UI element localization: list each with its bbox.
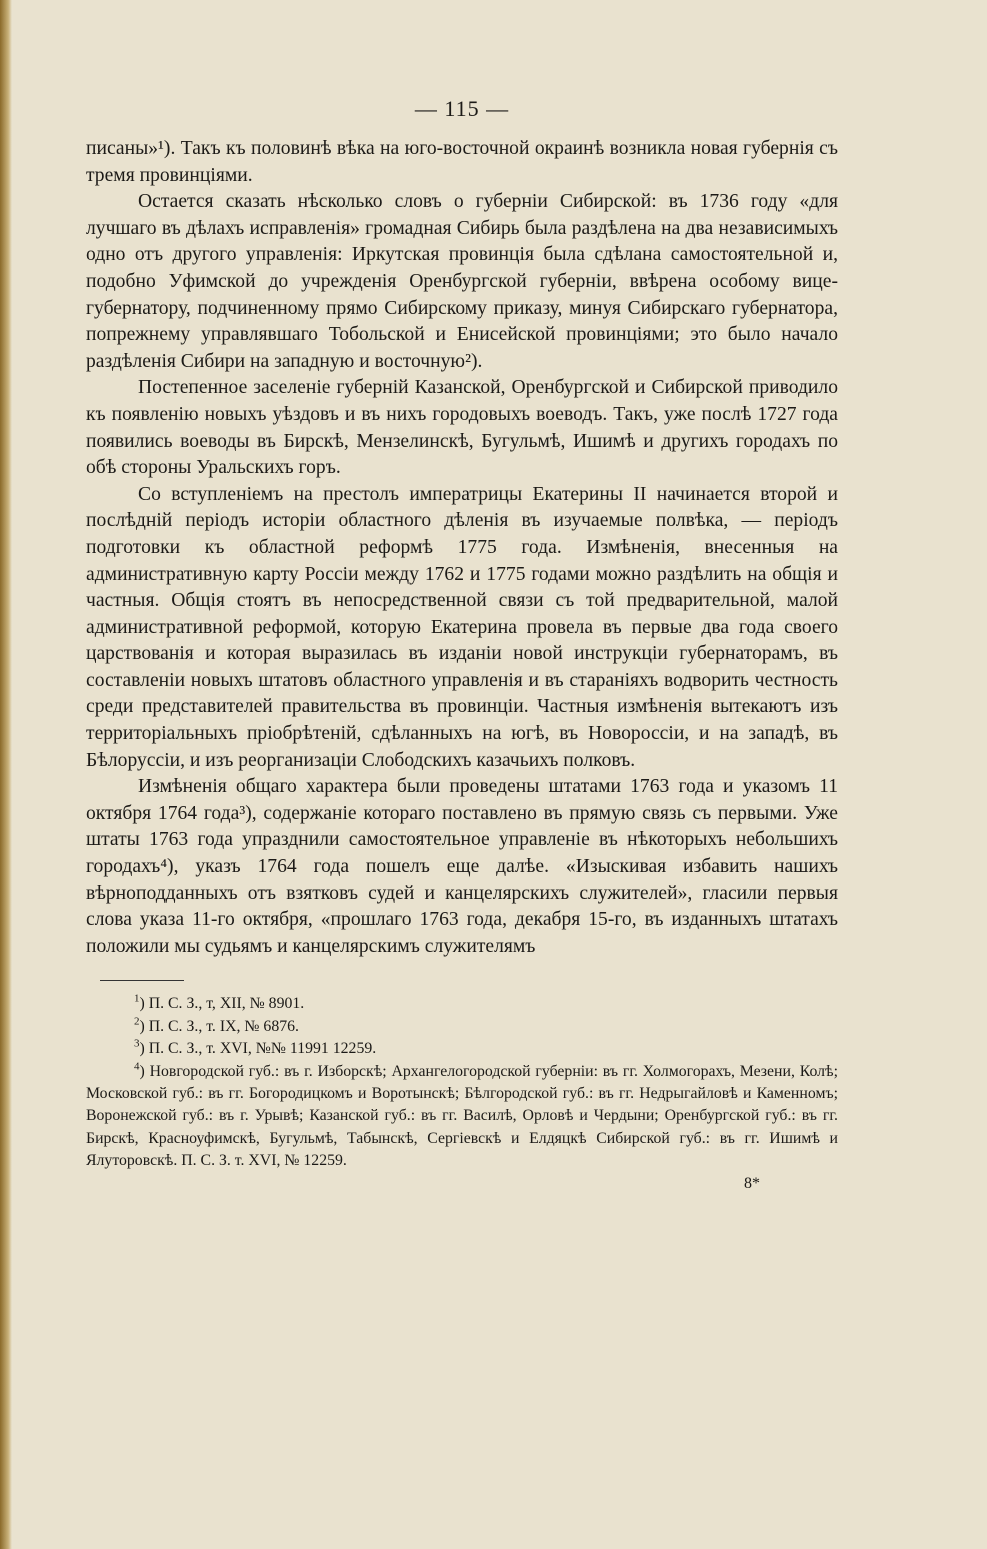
footnote-text: П. С. З., т, XII, № 8901. xyxy=(148,995,305,1013)
page-number: — 115 — xyxy=(414,96,510,121)
paragraph: писаны»¹). Такъ къ половинѣ вѣка на юго-восточной окраинѣ возникла новая губернія съ тремя провинціями. xyxy=(86,138,838,186)
footnote-text: Новгородской губ.: въ г. Изборскѣ; Архангелогородской губерніи: въ гг. Холмогорахъ, Мезени, Колѣ; Московской губ.: въ гг. Богородицкомъ и Воротынскѣ; Бѣлгородской губ.: въ гг. Недрыгайловѣ и Каменномъ; Воронежской губ.: въ г. Урывѣ; Казанской губ.: въ гг. Василѣ, Орловѣ и Чердыни; Оренбургской губ.: въ гг. Бирскѣ, Красноуфимскѣ, Бугульмѣ, Табынскѣ, Сергіевскѣ и Елдяцкѣ Сибирской губ.: въ гг. Ишимѣ и Ялуторовскѣ. П. С. З. т. XVI, № 12259. xyxy=(86,1062,838,1170)
footnotes xyxy=(86,993,838,1195)
footnote-mark: 2 xyxy=(134,1015,140,1028)
body-text xyxy=(86,136,838,960)
footnote-divider xyxy=(100,980,184,981)
footnote-mark: 3 xyxy=(134,1037,140,1050)
paragraph: Постепенное заселеніе губерній Казанской, Оренбургской и Сибирской приводило къ появленію новыхъ уѣздовъ и въ нихъ городовыхъ воеводъ. Такъ, уже послѣ 1727 года появились воеводы въ Бирскѣ, Мензелинскѣ, Бугульмѣ, Ишимѣ и другихъ городахъ по обѣ стороны Уральскихъ горъ. xyxy=(86,377,838,479)
footnote: $^4$) Новгородской губ.: въ г. Изборскѣ; Архангелогородской губерніи: въ гг. Холмогорахъ, Мезени, Колѣ; Московской губ.: въ гг. Богородицкомъ и Воротынскѣ; Бѣлгородской губ.: въ гг. Недрыгайловѣ и Каменномъ; Воронежской губ.: въ г. Урывѣ; Казанской губ.: въ гг. Василѣ, Орловѣ и Чердыни; Оренбургской губ.: въ гг. Бирскѣ, Красноуфимскѣ, Бугульмѣ, Табынскѣ, Сергіевскѣ и Елдяцкѣ Сибирской губ.: въ гг. Ишимѣ и Ялуторовскѣ. П. С. З. т. XVI, № 12259. xyxy=(86,1060,838,1170)
footnote: $^3$) П. С. З., т. XVI, №№ 11991 12259. xyxy=(134,1037,377,1058)
footnote-mark: 1 xyxy=(134,993,140,1006)
page xyxy=(86,96,838,1195)
footnote: $^1$) П. С. З., т, XII, № 8901. xyxy=(134,993,305,1013)
paragraph: Остается сказать нѣсколько словъ о губерніи Сибирской: въ 1736 году «для лучшаго въ дѣлахъ исправленія» громадная Сибирь была раздѣлена на два независимыхъ одно отъ другого управленія: Иркутская провинція была сдѣлана самостоятельной и, подобно Уфимской до учрежденія Оренбургской губерніи, ввѣрена особому вице-губернатору, подчиненному прямо Сибирскому приказу, минуя Сибирскаго губернатора, попрежнему управлявшаго Тобольской и Енисейской провинціями; это было начало раздѣленія Сибири на западную и восточную²). xyxy=(86,191,838,372)
book-spine-edge xyxy=(0,0,12,1549)
paragraph: Со вступленіемъ на престолъ императрицы Екатерины II начинается второй и послѣдній періодъ исторіи областного дѣленія въ изучаемые полвѣка, — періодъ подготовки къ областной реформѣ 1775 года. Измѣненія, внесенныя на административную карту Россіи между 1762 и 1775 годами можно раздѣлить на общія и частныя. Общія стоятъ въ непосредственной связи съ той предварительной, малой административной реформой, которую Екатерина провела въ первые два года своего царствованія и которая выразилась въ изданіи новой инструкціи губернаторамъ, въ составленіи новыхъ штатовъ областного управленія и въ стараніяхъ водворить честность среди представителей правительства въ провинціи. Частныя измѣненія вытекаютъ изъ территоріальныхъ пріобрѣтеній, сдѣланныхъ на югѣ, въ Новороссіи, и на западѣ, въ Бѣлоруссіи, и изъ реорганизаціи Слободскихъ казачьихъ полковъ. xyxy=(86,483,838,771)
paragraph: Измѣненія общаго характера были проведены штатами 1763 года и указомъ 11 октября 1764 года³), содержаніе котораго поставлено въ прямую связь съ первыми. Уже штаты 1763 года упразднили самостоятельное управленіе въ нѣкоторыхъ небольшихъ городахъ⁴), указъ 1764 года пошелъ еще далѣе. «Изыскивая избавить нашихъ вѣрноподданныхъ отъ взятковъ судей и канцелярскихъ служителей», гласили первыя слова указа 11-го октября, «прошлаго 1763 года, декабря 15-го, въ изданныхъ штатахъ положили мы судьямъ и канцелярскимъ служителямъ xyxy=(86,776,838,957)
footnote-text: П. С. З., т. IX, № 6876. xyxy=(148,1017,299,1035)
footnote-mark: 4 xyxy=(134,1060,140,1073)
footnote: $^2$) П. С. З., т. IX, № 6876. xyxy=(134,1015,299,1035)
footnote-text: П. С. З., т. XVI, №№ 11991 12259. xyxy=(148,1040,377,1058)
signature-mark: 8* xyxy=(744,1174,760,1192)
